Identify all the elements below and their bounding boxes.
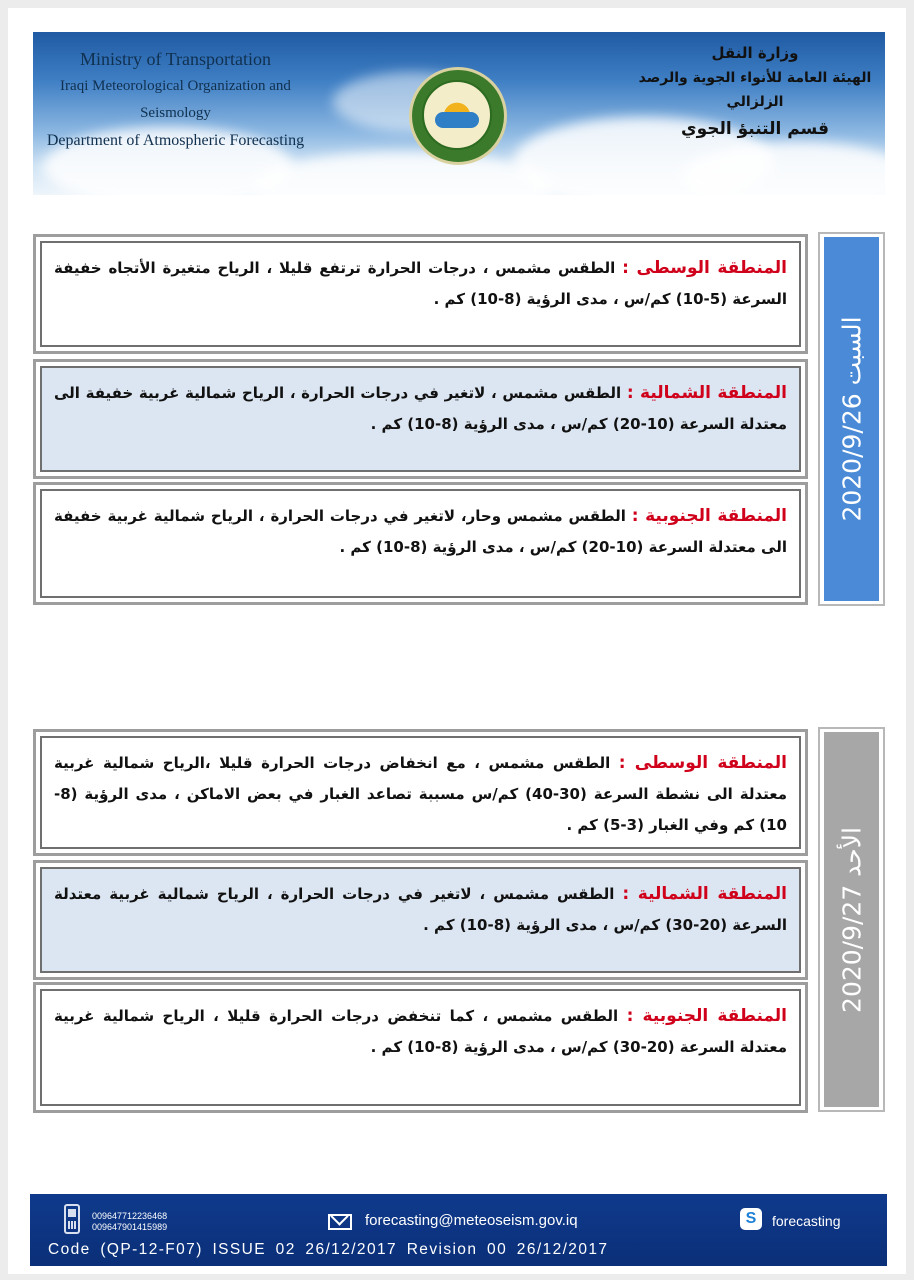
region-name: المنطقة الجنوبية : xyxy=(631,506,788,526)
header-english xyxy=(33,46,318,154)
ministry-name: Ministry of Transportation xyxy=(79,49,271,69)
day2-central-region xyxy=(33,729,808,856)
region-forecast: الطقس مشمس ، مع انخفاض درجات الحرارة قليلا ،الرياح شمالية غربية معتدلة الى نشطة السرعة (30-40) كم/س مسببة تصاعد الغبار في بعض الاماكن ، مدى الرؤية (8-10) كم وفي الغبار (3-5) كم . xyxy=(54,754,787,834)
day2-southern-region xyxy=(33,982,808,1113)
document-code: Code (QP-12-F07) ISSUE 02 26/12/2017 Revision 00 26/12/2017 xyxy=(48,1241,609,1258)
phone-icon xyxy=(64,1204,80,1234)
phone-number: 009647712236468 xyxy=(92,1211,168,1221)
phone-number: 009647901415989 xyxy=(92,1222,168,1232)
day2-date-label: الأحد 2020/9/27 xyxy=(837,826,866,1013)
footer xyxy=(30,1194,887,1266)
region-forecast: الطقس مشمس وحار، لاتغير في درجات الحرارة ، الرياح شمالية غربية خفيفة الى معتدلة السرعة (10-20) كم/س ، مدى الرؤية (8-10) كم . xyxy=(54,507,787,556)
region-forecast: الطقس مشمس ، درجات الحرارة ترتفع قليلا ، الرياح متغيرة الأتجاه خفيفة السرعة (5-10) كم/س ، مدى الرؤية (8-10) كم . xyxy=(54,259,787,308)
organization-name: Iraqi Meteorological Organization and Seismology xyxy=(60,78,291,121)
header-arabic xyxy=(625,40,885,144)
day1-date-label: السبت 2020/9/26 xyxy=(837,316,866,522)
organization-seal-icon xyxy=(409,67,507,165)
department-name: Department of Atmospheric Forecasting xyxy=(46,132,305,149)
mail-icon xyxy=(328,1214,352,1230)
region-forecast: الطقس مشمس ، كما تنخفض درجات الحرارة قليلا ، الرياح شمالية غربية معتدلة السرعة (20-30) كم/س ، مدى الرؤية (8-10) كم . xyxy=(54,1007,787,1056)
region-forecast: الطقس مشمس ، لاتغير في درجات الحرارة ، الرياح شمالية غربية خفيفة الى معتدلة السرعة (10-20) كم/س ، مدى الرؤية (8-10) كم . xyxy=(54,384,787,433)
skype-icon: S xyxy=(740,1208,762,1230)
header-banner xyxy=(33,32,885,195)
day1-date-band xyxy=(818,232,885,606)
region-name: المنطقة الوسطى : xyxy=(618,753,788,773)
skype-handle[interactable]: forecasting xyxy=(772,1213,841,1229)
day1-northern-region xyxy=(33,359,808,479)
organization-name-arabic: الهيئة العامة للأنواء الجوية والرصد الزلزالي xyxy=(638,70,872,110)
ministry-name-arabic: وزارة النقل xyxy=(711,44,799,62)
region-name: المنطقة الشمالية : xyxy=(622,884,787,904)
region-forecast: الطقس مشمس ، لاتغير في درجات الحرارة ، الرياح شمالية غربية معتدلة السرعة (20-30) كم/س ، مدى الرؤية (8-10) كم . xyxy=(54,885,787,934)
day1-southern-region xyxy=(33,482,808,605)
region-name: المنطقة الوسطى : xyxy=(622,258,787,278)
day2-northern-region xyxy=(33,860,808,980)
department-name-arabic: قسم التنبؤ الجوي xyxy=(681,119,829,139)
day1-central-region xyxy=(33,234,808,354)
day2-date-band xyxy=(818,727,885,1112)
phone-numbers xyxy=(92,1211,167,1233)
email-address[interactable]: forecasting@meteoseism.gov.iq xyxy=(365,1212,578,1229)
region-name: المنطقة الشمالية : xyxy=(626,383,787,403)
region-name: المنطقة الجنوبية : xyxy=(626,1006,787,1026)
